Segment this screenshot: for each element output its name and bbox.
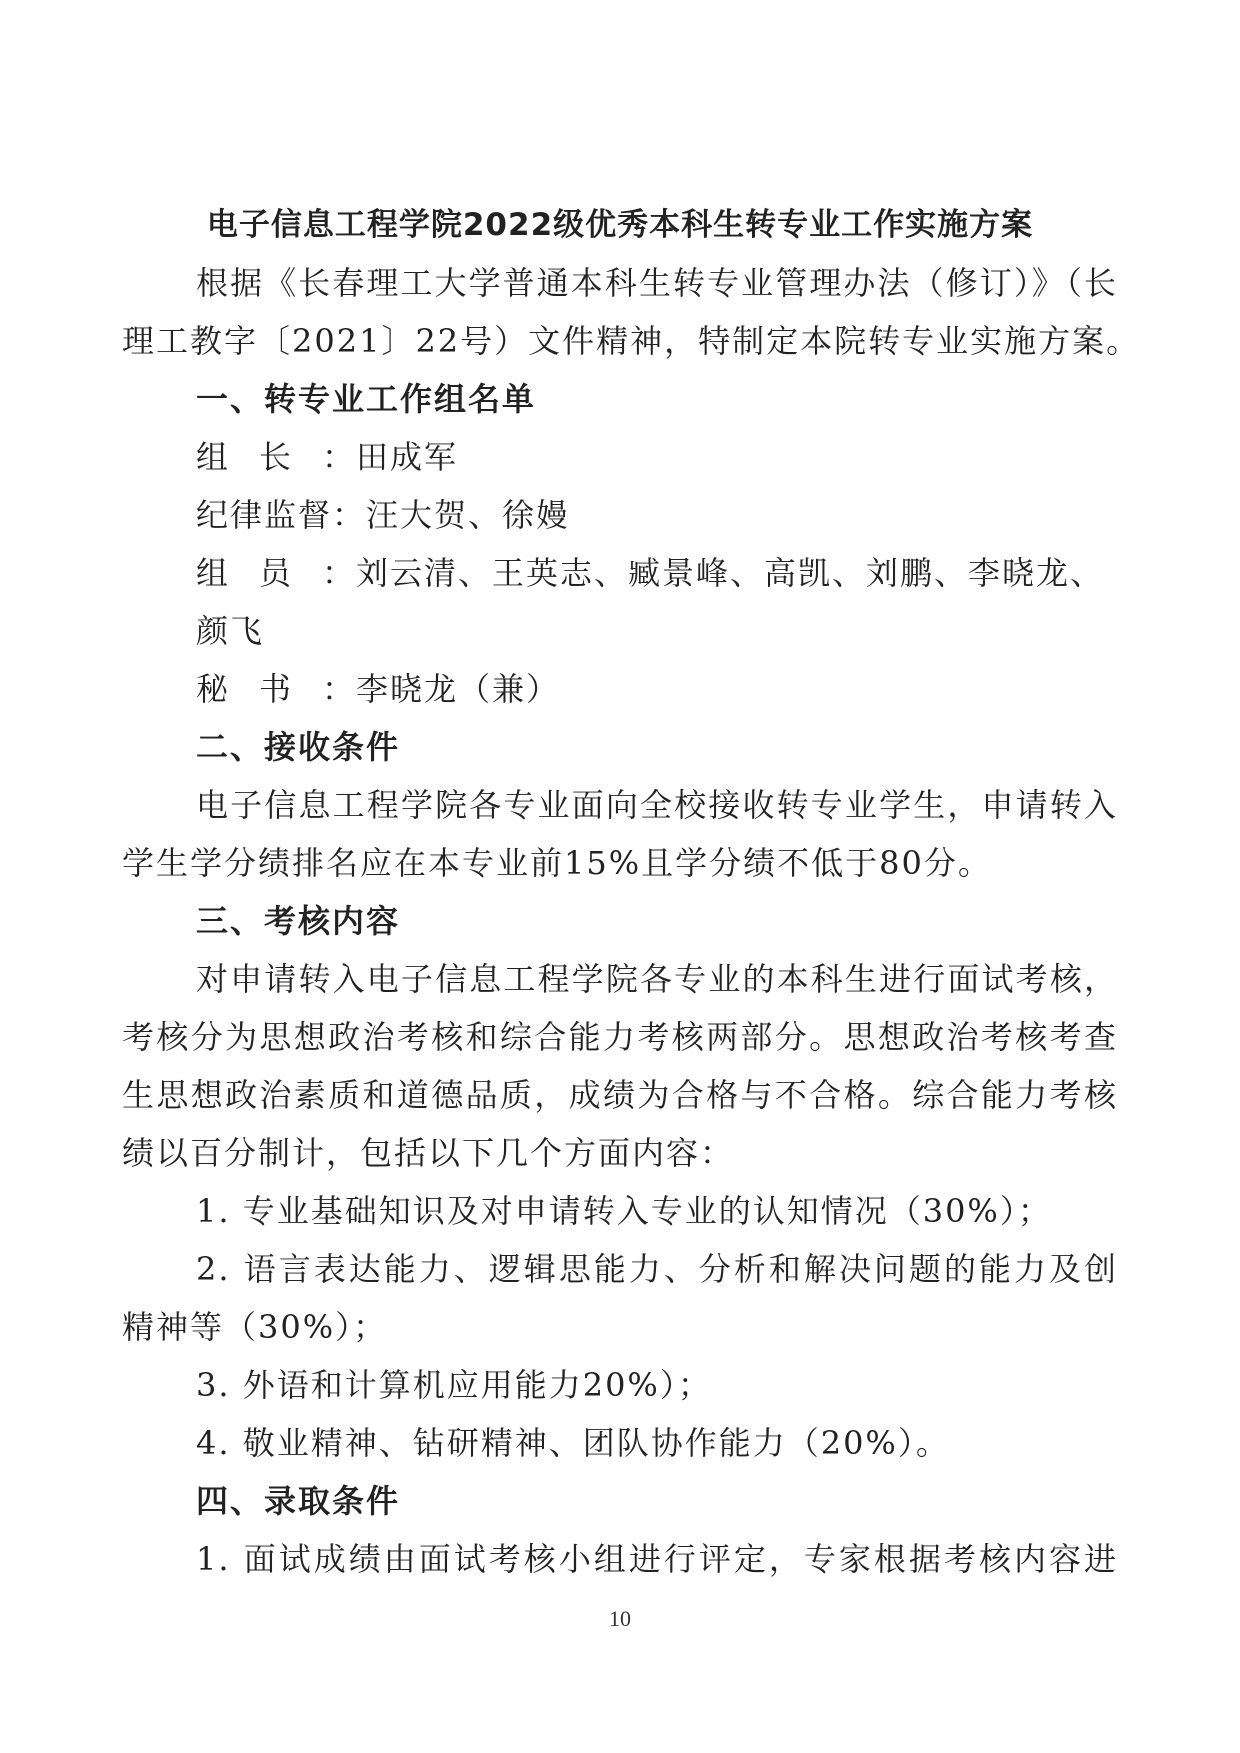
section-1-heading: 一、转专业工作组名单 (196, 380, 537, 418)
members-row-cont: 颜飞 (196, 612, 265, 650)
members-row (122, 544, 1118, 602)
section-2-heading: 二、接收条件 (196, 728, 401, 766)
discipline-row (122, 486, 1118, 544)
discipline-label: 纪律监督： (196, 496, 367, 534)
section-3-line-3: 生思想政治素质和道德品质，成绩为合格与不合格。综合能力考核 (122, 1076, 1118, 1114)
section-4-line-1: 1. 面试成绩由面试考核小组进行评定，专家根据考核内容进 (196, 1540, 1118, 1578)
section-3-line-4: 绩以百分制计，包括以下几个方面内容： (122, 1134, 735, 1172)
discipline-names: 汪大贺、徐嫚 (366, 496, 571, 534)
section-4-heading: 四、录取条件 (196, 1482, 401, 1520)
leader-row (122, 428, 1118, 486)
secretary-label: 秘书： (196, 670, 356, 708)
section-3-item-2: 2. 语言表达能力、逻辑思能力、分析和解决问题的能力及创 (196, 1250, 1118, 1288)
leader-names: 田成军 (356, 438, 459, 476)
secretary-names: 李晓龙（兼） (356, 670, 561, 708)
section-3-line-2: 考核分为思想政治考核和综合能力考核两部分。思想政治考核考查 (122, 1018, 1118, 1056)
members-label: 组员： (196, 554, 356, 592)
section-3-item-2-cont: 精神等（30%）； (122, 1308, 388, 1346)
section-2-line-2: 学生学分绩排名应在本专业前15%且学分绩不低于80分。 (122, 844, 992, 882)
intro-line-1: 根据《长春理工大学普通本科生转专业管理办法（修订）》（长 (196, 264, 1118, 302)
section-3-heading: 三、考核内容 (196, 902, 401, 940)
secretary-row (122, 660, 1118, 718)
document-title: 电子信息工程学院2022级优秀本科生转专业工作实施方案 (206, 207, 1034, 243)
section-2-line-1: 电子信息工程学院各专业面向全校接收转专业学生，申请转入 (196, 786, 1118, 824)
document-body (122, 196, 1141, 1588)
leader-label: 组长： (196, 438, 356, 476)
members-names: 刘云清、王英志、臧景峰、高凯、刘鹏、李晓龙、 (356, 554, 1105, 592)
section-3-item-1: 1. 专业基础知识及对申请转入专业的认知情况（30%）； (196, 1192, 1052, 1230)
section-3-item-3: 3. 外语和计算机应用能力20%）； (196, 1366, 712, 1404)
intro-line-2: 理工教字〔2021〕22号）文件精神，特制定本院转专业实施方案。 (122, 322, 1141, 360)
page-number: 10 (609, 1606, 631, 1631)
section-3-item-4: 4. 敬业精神、钻研精神、团队协作能力（20%）。 (196, 1424, 950, 1462)
section-3-line-1: 对申请转入电子信息工程学院各专业的本科生进行面试考核， (196, 960, 1118, 998)
